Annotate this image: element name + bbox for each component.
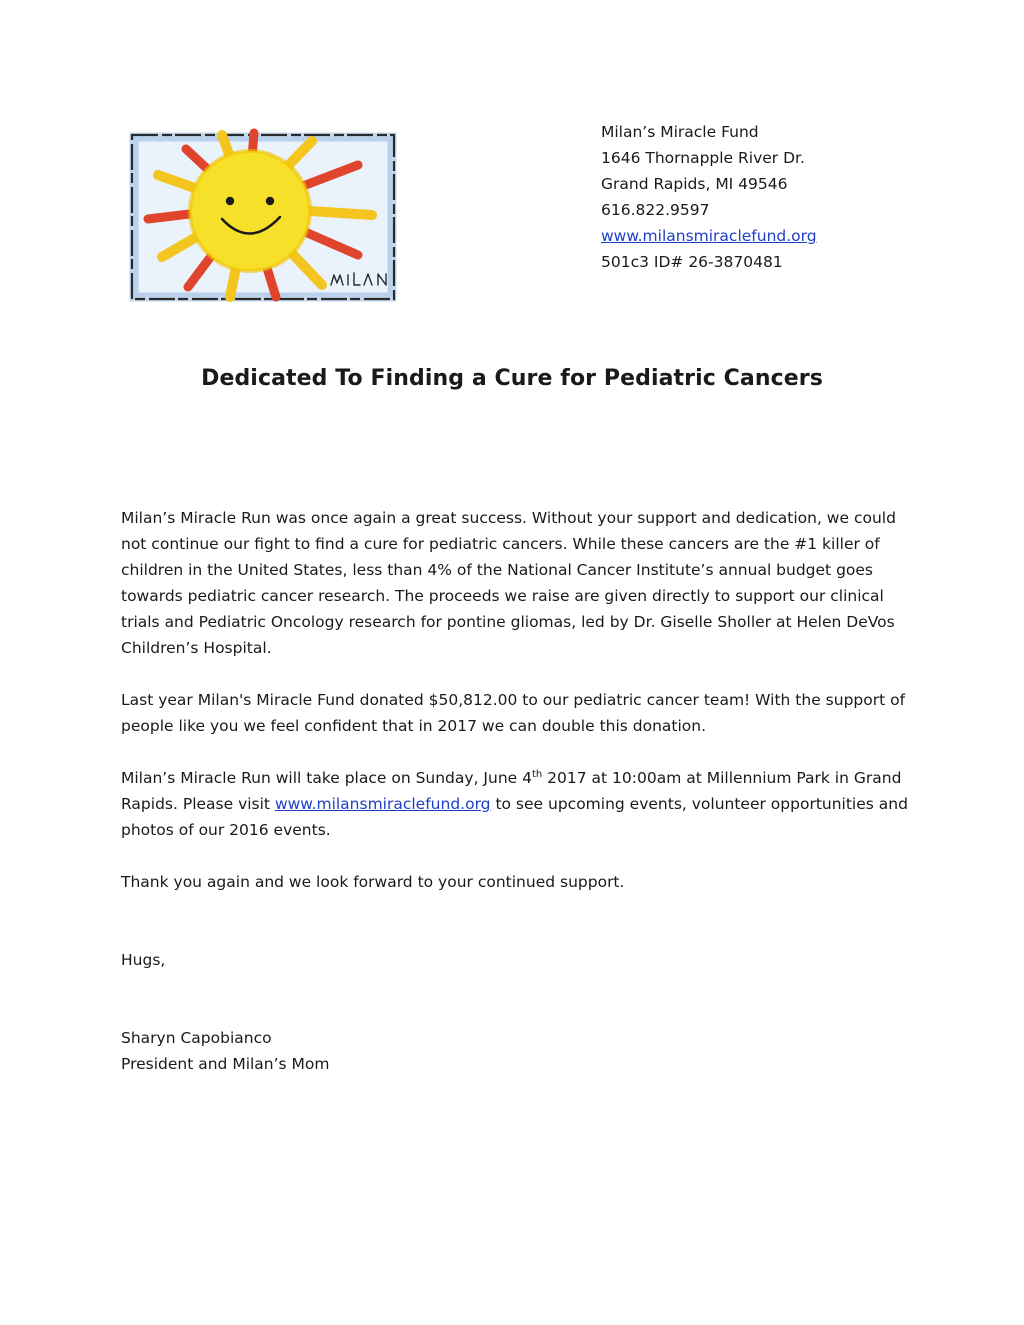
- paragraph-event: [121, 765, 921, 843]
- event-text-start: Milan’s Miracle Run will take place on Sunday, June 4: [121, 769, 532, 787]
- org-name: Milan’s Miracle Fund: [601, 123, 759, 141]
- ordinal-suffix: th: [531, 769, 543, 780]
- website-link[interactable]: www.milansmiraclefund.org: [601, 227, 817, 245]
- paragraph-thanks: Thank you again and we look forward to your continued support.: [121, 873, 625, 891]
- signer-name: Sharyn Capobianco: [121, 1029, 272, 1047]
- letter-headline: Dedicated To Finding a Cure for Pediatric Cancers: [201, 366, 823, 391]
- event-website-link[interactable]: www.milansmiraclefund.org: [274, 795, 491, 813]
- paragraph-success: Milan’s Miracle Run was once again a great success. Without your support and dedication, we could not continue our fight to find a cure for pediatric cancers. While these cancers are the #1 killer of children in the United States, less than 4% of the National Cancer Institute’s annual budget goes towards pediatric cancer research. The proceeds we raise are given directly to support our clinical trials and Pediatric Oncology research for pontine gliomas, led by Dr. Giselle Sholler at Helen DeVos Children’s Hospital.: [121, 509, 896, 657]
- signer-title: President and Milan’s Mom: [121, 1055, 330, 1073]
- letter-body: [121, 505, 921, 1077]
- city-state-zip: Grand Rapids, MI 49546: [601, 175, 788, 193]
- event-text-middle: 2017 at 10:00am at Millennium Park in Grand Rapids. Please visit: [121, 769, 902, 813]
- return-address: [601, 119, 817, 275]
- street-address: 1646 Thornapple River Dr.: [601, 149, 805, 167]
- tax-id: 501c3 ID# 26-3870481: [601, 253, 783, 271]
- salutation: Hugs,: [121, 951, 166, 969]
- paragraph-donation: Last year Milan's Miracle Fund donated $50,812.00 to our pediatric cancer team! With the support of people like you we feel confident that in 2017 we can double this donation.: [121, 691, 906, 735]
- sun-drawing-logo: [126, 127, 402, 309]
- event-text-end: to see upcoming events, volunteer opportunities and photos of our 2016 events.: [121, 795, 908, 839]
- phone-number: 616.822.9597: [601, 201, 710, 219]
